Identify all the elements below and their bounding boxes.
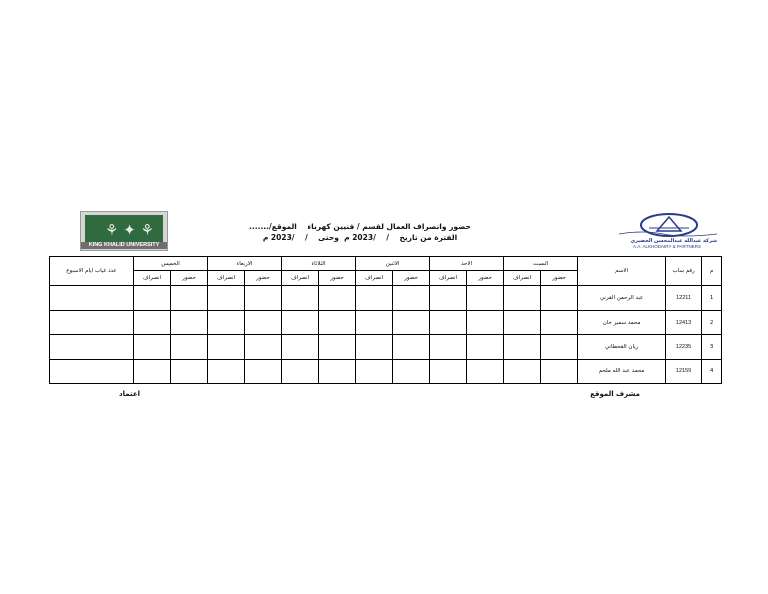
row-emp-id: 12159 — [666, 359, 702, 383]
attendance-cell[interactable] — [430, 359, 467, 383]
row-number: 2 — [702, 310, 722, 334]
attendance-cell[interactable] — [208, 335, 245, 359]
attendance-cell[interactable] — [208, 286, 245, 310]
sub-attend: حضور — [541, 271, 578, 286]
attendance-cell[interactable] — [208, 310, 245, 334]
attendance-cell[interactable] — [467, 335, 504, 359]
row-name: محمد سمير خان — [578, 310, 666, 334]
header-day-thu: الخميس — [134, 257, 208, 271]
row-number: 3 — [702, 335, 722, 359]
header-emp-id: رقم ساب — [666, 257, 702, 286]
attendance-cell[interactable] — [282, 335, 319, 359]
attendance-cell[interactable] — [504, 286, 541, 310]
attendance-cell[interactable] — [504, 310, 541, 334]
table-row — [50, 359, 722, 383]
attendance-cell[interactable] — [134, 310, 171, 334]
attendance-cell[interactable] — [393, 359, 430, 383]
row-number: 1 — [702, 286, 722, 310]
table-row — [50, 286, 722, 310]
table-row — [50, 310, 722, 334]
table-row — [50, 335, 722, 359]
attendance-cell[interactable] — [134, 335, 171, 359]
attendance-cell[interactable] — [467, 359, 504, 383]
absence-cell[interactable] — [50, 310, 134, 334]
attendance-cell[interactable] — [282, 310, 319, 334]
header-day-sun: الاحد — [430, 257, 504, 271]
attendance-cell[interactable] — [245, 359, 282, 383]
header-number: م — [702, 257, 722, 286]
attendance-table — [49, 256, 722, 384]
attendance-cell[interactable] — [541, 286, 578, 310]
attendance-cell[interactable] — [319, 335, 356, 359]
row-name: ريان القحطاني — [578, 335, 666, 359]
attendance-cell[interactable] — [356, 286, 393, 310]
attendance-cell[interactable] — [504, 359, 541, 383]
header-day-mon: الاثنين — [356, 257, 430, 271]
absence-cell[interactable] — [50, 335, 134, 359]
sub-attend: حضور — [245, 271, 282, 286]
company-logo-text-en: A.A. ALKHODAIRY & PARTNERS — [633, 244, 701, 249]
attendance-cell[interactable] — [356, 359, 393, 383]
attendance-cell[interactable] — [319, 310, 356, 334]
attendance-cell[interactable] — [134, 359, 171, 383]
sub-leave: انصراف — [282, 271, 319, 286]
attendance-cell[interactable] — [430, 310, 467, 334]
header-name: الاسم — [578, 257, 666, 286]
header-day-tue: الثلاثاء — [282, 257, 356, 271]
attendance-cell[interactable] — [541, 359, 578, 383]
approval-label: اعتماد — [119, 390, 140, 398]
header-absence: عدد غياب ايام الاسبوع — [50, 257, 134, 286]
row-name: عبد الرحمن القرني — [578, 286, 666, 310]
document-title: حضور وانصراف العمال لقسم / فنيين كهرباء الموقع/....... — [249, 222, 471, 231]
attendance-cell[interactable] — [282, 359, 319, 383]
attendance-cell[interactable] — [393, 310, 430, 334]
attendance-cell[interactable] — [356, 335, 393, 359]
attendance-cell[interactable] — [171, 359, 208, 383]
attendance-cell[interactable] — [282, 286, 319, 310]
attendance-cell[interactable] — [245, 335, 282, 359]
row-emp-id: 12235 — [666, 335, 702, 359]
attendance-cell[interactable] — [134, 286, 171, 310]
row-emp-id: 12211 — [666, 286, 702, 310]
sub-attend: حضور — [393, 271, 430, 286]
attendance-cell[interactable] — [467, 310, 504, 334]
company-emblem-icon — [613, 212, 721, 238]
row-number: 4 — [702, 359, 722, 383]
sub-leave: انصراف — [134, 271, 171, 286]
sub-leave: انصراف — [504, 271, 541, 286]
header-day-sat: السبت — [504, 257, 578, 271]
sub-leave: انصراف — [356, 271, 393, 286]
company-logo — [613, 212, 721, 252]
attendance-cell[interactable] — [430, 335, 467, 359]
attendance-cell[interactable] — [245, 310, 282, 334]
attendance-cell[interactable] — [171, 286, 208, 310]
attendance-cell[interactable] — [171, 335, 208, 359]
attendance-cell[interactable] — [171, 310, 208, 334]
attendance-cell[interactable] — [245, 286, 282, 310]
absence-cell[interactable] — [50, 359, 134, 383]
period-line: الفترة من تاريخ / /2023 م وحتى / /2023 م — [262, 233, 458, 242]
company-logo-text-ar: شركة عبدالله عبدالمحسن الخضيري — [630, 238, 717, 244]
row-emp-id: 12413 — [666, 310, 702, 334]
university-logo-text: KING KHALID UNIVERSITY — [81, 242, 167, 249]
university-logo-emblem — [85, 215, 163, 242]
sub-leave: انصراف — [208, 271, 245, 286]
attendance-cell[interactable] — [467, 286, 504, 310]
university-logo — [80, 211, 168, 251]
attendance-cell[interactable] — [504, 335, 541, 359]
attendance-cell[interactable] — [541, 335, 578, 359]
header-day-wed: الاربعاء — [208, 257, 282, 271]
attendance-cell[interactable] — [319, 286, 356, 310]
sub-attend: حضور — [171, 271, 208, 286]
sub-attend: حضور — [319, 271, 356, 286]
row-name: محمد عبد الله ملحم — [578, 359, 666, 383]
header-row-days — [50, 257, 722, 271]
attendance-cell[interactable] — [393, 335, 430, 359]
supervisor-label: مشرف الموقع — [590, 390, 640, 398]
attendance-cell[interactable] — [208, 359, 245, 383]
attendance-cell[interactable] — [319, 359, 356, 383]
attendance-cell[interactable] — [356, 310, 393, 334]
attendance-cell[interactable] — [393, 286, 430, 310]
palm-icon: ⚘ ✦ ⚘ — [105, 221, 154, 239]
attendance-cell[interactable] — [541, 310, 578, 334]
attendance-cell[interactable] — [430, 286, 467, 310]
sub-leave: انصراف — [430, 271, 467, 286]
sub-attend: حضور — [467, 271, 504, 286]
absence-cell[interactable] — [50, 286, 134, 310]
